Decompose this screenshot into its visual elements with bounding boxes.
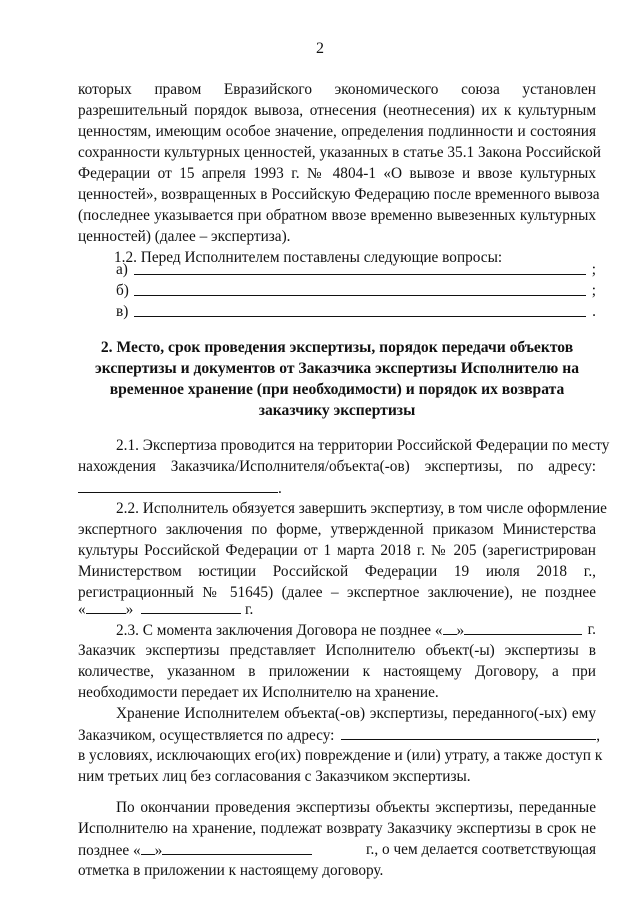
text-line: необходимости передает их Исполнителю на хранение. xyxy=(78,684,439,701)
text-fragment: г., о чем делается соответствующая xyxy=(365,841,596,858)
deadline-date-line[interactable] xyxy=(78,599,596,620)
text-line: сохранности культурных ценностей, указанных в статье 35.1 Закона Российской xyxy=(78,144,601,161)
questions-intro: 1.2. Перед Исполнителем поставлены следующие вопросы: xyxy=(114,249,503,266)
question-b[interactable] xyxy=(116,281,596,301)
storage-address-line[interactable] xyxy=(78,725,601,746)
text-line: которых правом Евразийского экономического союза установлен xyxy=(78,81,596,98)
p23-first-line[interactable] xyxy=(116,620,596,641)
text-line: Заказчик экспертизы представляет Исполнителю объект(-ы) экспертизы в xyxy=(78,642,596,659)
text-line: Министерством юстиции Российской Федерации 19 июля 2018 г., xyxy=(78,563,596,580)
question-a[interactable] xyxy=(116,260,596,280)
quote-open: « xyxy=(78,601,86,618)
blank-line xyxy=(134,295,586,296)
blank-day xyxy=(141,840,155,855)
text-line: в условиях, исключающих его(их) повреждение и (или) утрату, а также доступ к xyxy=(78,747,603,764)
section-heading: временное хранение (при необходимости) и порядок их возврата xyxy=(109,381,565,398)
question-label: а) xyxy=(116,261,128,278)
text-line: экспертного заключения по форме, утвержденной приказом Министерства xyxy=(78,521,596,538)
text-fragment: Заказчиком, осуществляется по адресу: xyxy=(78,727,335,744)
text-line: (последнее указывается при обратном ввозе временно вывезенных культурных xyxy=(78,207,596,224)
quote-close: » xyxy=(125,601,134,618)
section-heading: заказчику экспертизы xyxy=(258,402,416,419)
text-fragment: позднее « xyxy=(78,842,141,859)
quote-close: » xyxy=(154,842,163,859)
text-line: количестве, указанном в приложении к настоящему Договору, а при xyxy=(78,663,596,680)
return-date-line[interactable] xyxy=(78,840,596,861)
section-heading: экспертизы и документов от Заказчика экспертизы Исполнителю на xyxy=(94,360,580,377)
year-suffix: г. xyxy=(587,621,596,638)
punctuation: . xyxy=(278,480,282,497)
blank-line xyxy=(134,274,586,275)
text-line: 2.2. Исполнитель обязуется завершить экспертизу, в том числе оформление xyxy=(116,500,607,517)
punctuation: , xyxy=(596,727,601,744)
blank-month-year xyxy=(464,620,582,635)
blank-day xyxy=(443,620,457,635)
question-end: . xyxy=(592,303,596,320)
text-line: ним третьих лиц без согласования с Заказчиком экспертизы. xyxy=(78,768,471,785)
text-line: разрешительный порядок вывоза, отнесения (неотнесения) их к культурным xyxy=(78,102,596,119)
year-suffix: г. xyxy=(244,601,254,618)
question-end: ; xyxy=(591,282,596,299)
blank-line xyxy=(78,478,278,493)
text-line: нахождения Заказчика/Исполнителя/объекта(-ов) экспертизы, по адресу: xyxy=(78,458,596,475)
address-blank-line[interactable] xyxy=(78,478,596,499)
quote-close: » xyxy=(456,622,465,639)
text-line: ценностям, имеющим особое значение, определения подлинности и состояния xyxy=(78,123,596,140)
question-label: б) xyxy=(116,282,129,299)
text-line: ценностей», возвращенных в Российскую Федерацию после временного вывоза xyxy=(78,186,600,203)
text-line: регистрационный № 51645) (далее – экспертное заключение), не позднее xyxy=(78,584,596,601)
blank-line xyxy=(134,316,586,317)
text-line: культуры Российской Федерации от 1 марта 2018 г. № 205 (зарегистрирован xyxy=(78,542,596,559)
text-line: По окончании проведения экспертизы объекты экспертизы, переданные xyxy=(116,799,596,816)
text-line: ценностей) (далее – экспертиза). xyxy=(78,228,291,245)
text-fragment: 2.3. С момента заключения Договора не позднее « xyxy=(116,622,443,639)
text-line: Хранение Исполнителем объекта(-ов) экспертизы, переданного(-ых) ему xyxy=(116,705,596,722)
question-label: в) xyxy=(116,303,129,320)
blank-line xyxy=(341,725,596,740)
text-line: отметка в приложении к настоящему договору. xyxy=(78,862,384,879)
text-line: Федерации от 15 апреля 1993 г. № 4804-1 «О вывозе и ввозе культурных xyxy=(78,165,596,182)
blank-month-year xyxy=(162,840,312,855)
blank-month-year xyxy=(141,599,241,614)
section-heading: 2. Место, срок проведения экспертизы, порядок передачи объектов xyxy=(100,339,574,356)
page-number: 2 xyxy=(316,40,324,57)
text-line: 2.1. Экспертиза проводится на территории Российской Федерации по месту xyxy=(116,437,610,454)
question-end: ; xyxy=(591,261,596,278)
blank-day xyxy=(86,599,126,614)
question-c[interactable] xyxy=(116,302,596,322)
text-line: Исполнителю на хранение, подлежат возврату Заказчику экспертизы в срок не xyxy=(78,820,596,837)
